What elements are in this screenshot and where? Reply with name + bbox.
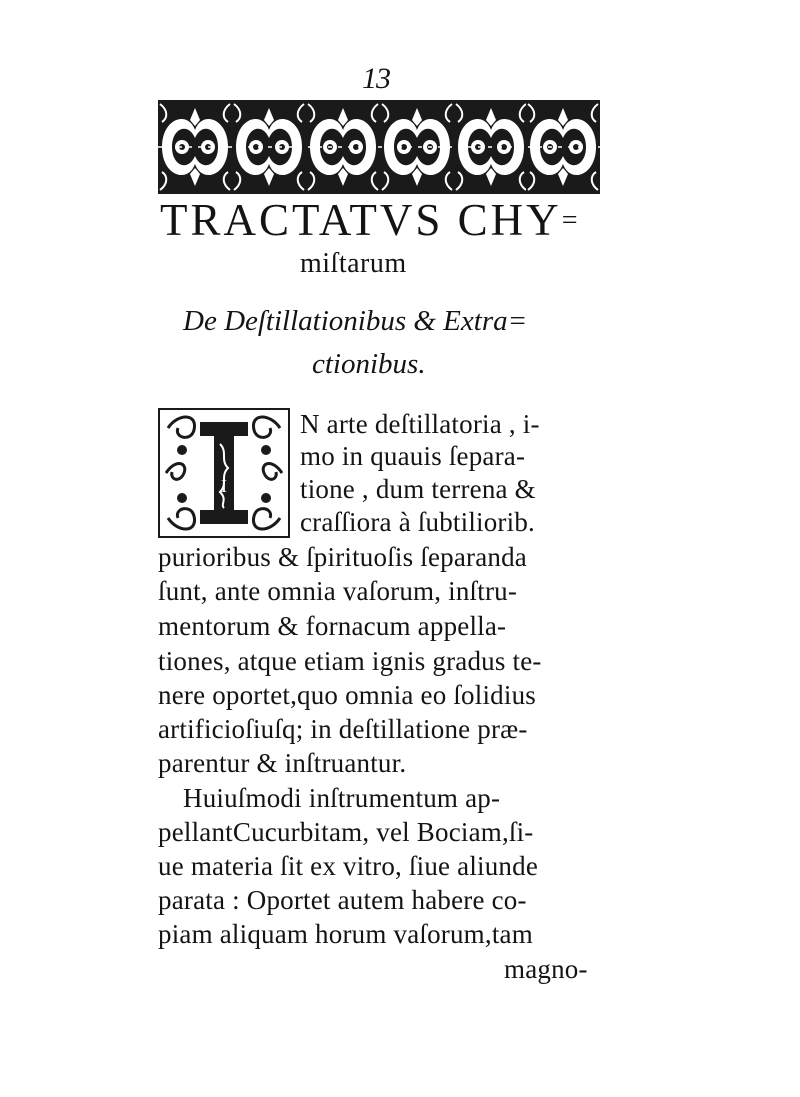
body-line: mo in quauis ſepara-: [300, 441, 526, 471]
title-line-1: TRACTATVS CHY: [160, 195, 562, 245]
body-line: parata : Oportet autem habere co-: [158, 885, 527, 915]
body-line: mentorum & fornacum appella-: [158, 611, 507, 641]
title-hyphen: =: [561, 205, 578, 236]
body-line: tiones, atque etiam ignis gradus te-: [158, 646, 542, 676]
body-line: craſſiora à ſubtiliorib.: [300, 507, 535, 537]
body-line: nere oportet,quo omnia eo ſolidius: [158, 680, 536, 710]
body-line: purioribus & ſpirituoſis ſeparanda: [158, 542, 527, 572]
body-line: parentur & inſtruantur.: [158, 748, 407, 778]
body-line: tione , dum terrena &: [300, 474, 536, 504]
catchword: magno-: [504, 954, 588, 984]
italic-subtitle-line-1: De Deſtillationibus & Extra=: [183, 305, 528, 337]
body-line: artificioſiuſq; in deſtillatione præ-: [158, 714, 528, 744]
initial-letter: I: [221, 476, 227, 496]
body-line: ue materia ſit ex vitro, ſiue aliunde: [158, 851, 539, 881]
body-line: ſunt, ante omnia vaſorum, inſtru-: [158, 576, 518, 606]
ornamental-headpiece: [158, 100, 600, 194]
italic-subtitle-line-2: ctionibus.: [312, 348, 426, 380]
page-number: 13: [362, 62, 390, 95]
body-line: piam aliquam horum vaſorum,tam: [158, 919, 533, 949]
decorated-initial: [158, 408, 290, 538]
body-line: pellantCucurbitam, vel Bociam,ſi-: [158, 817, 534, 847]
treatise-title: [160, 195, 600, 245]
title-line-2: miſtarum: [300, 248, 407, 279]
body-line: Huiuſmodi inſtrumentum ap-: [183, 783, 501, 813]
body-line: N arte deſtillatoria , i-: [300, 409, 540, 439]
